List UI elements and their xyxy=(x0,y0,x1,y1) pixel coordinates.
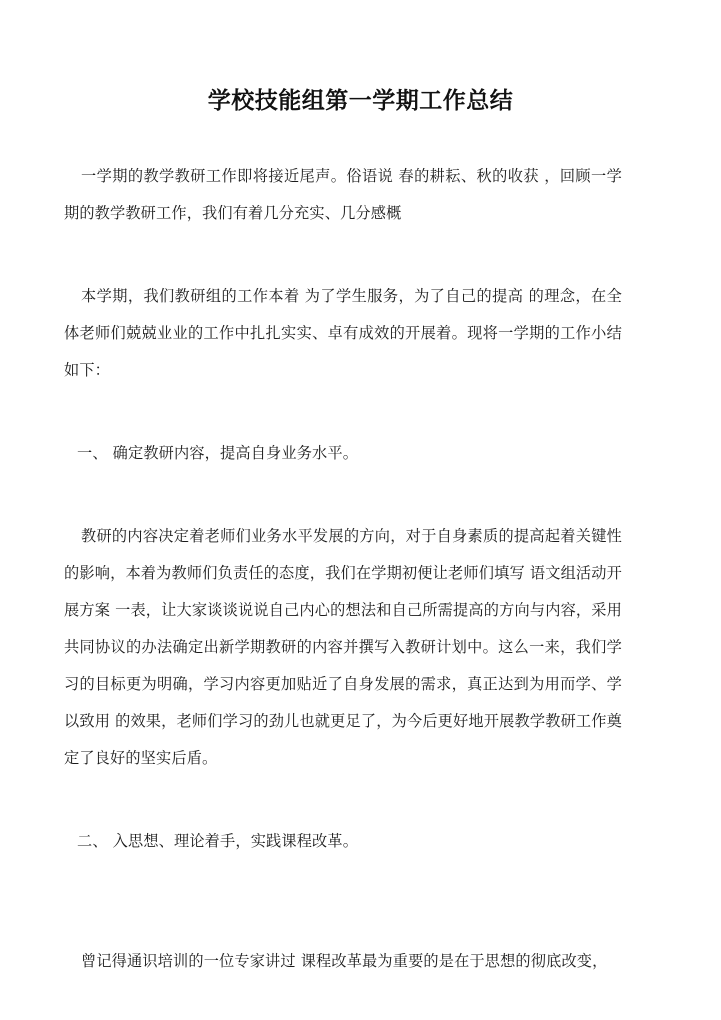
paragraph-spacer xyxy=(64,777,622,823)
paragraph-spacer xyxy=(64,860,622,906)
section-heading-one: 一、 确定教研内容，提高自身业务水平。 xyxy=(77,444,359,462)
paragraph-overview: 本学期，我们教研组的工作本着 为了学生服务，为了自己的提高 的理念，在全体老师们兢兢业业的工作中扎扎实实、卓有成效的开展着。现将一学期的工作小结如下： xyxy=(64,287,622,379)
paragraph-spacer xyxy=(64,472,622,518)
paragraph-intro: 一学期的教学教研工作即将接近尾声。俗语说 春的耕耘、秋的收获 ，回顾一学期的教学教研工作，我们有着几分充实、几分感概 xyxy=(64,167,622,222)
paragraph-section-two-body: 曾记得通识培训的一位专家讲过 课程改革最为重要的是在于思想的彻底改变， xyxy=(81,952,608,970)
paragraph-section-one-body: 教研的内容决定着老师们业务水平发展的方向，对于自身素质的提高起着关键性的影响，本着为教师们负责任的态度，我们在学期初便让老师们填写 语文组活动开展方案 一表，让大家谈谈说说自己内心的想法和自己所需提高的方向与内容，采用共同协议的办法确定出新学期教研的内容并撰写入教研计划中。这么一来，我们学习的目标更为明确，学习内容更加贴近了自身发展的需求，真正达到为用而学、学以致用 的效果，老师们学习的劲儿也就更足了，为今后更好地开展教学教研工作奠定了良好的坚实后盾。 xyxy=(64,527,622,767)
paragraph-spacer xyxy=(64,389,622,435)
paragraph-spacer xyxy=(64,906,622,943)
section-heading-two: 二、 入思想、理论着手，实践课程改革。 xyxy=(77,832,359,850)
page-title: 学校技能组第一学期工作总结 xyxy=(207,87,514,114)
paragraph-spacer xyxy=(64,232,622,278)
document-body xyxy=(64,158,622,980)
